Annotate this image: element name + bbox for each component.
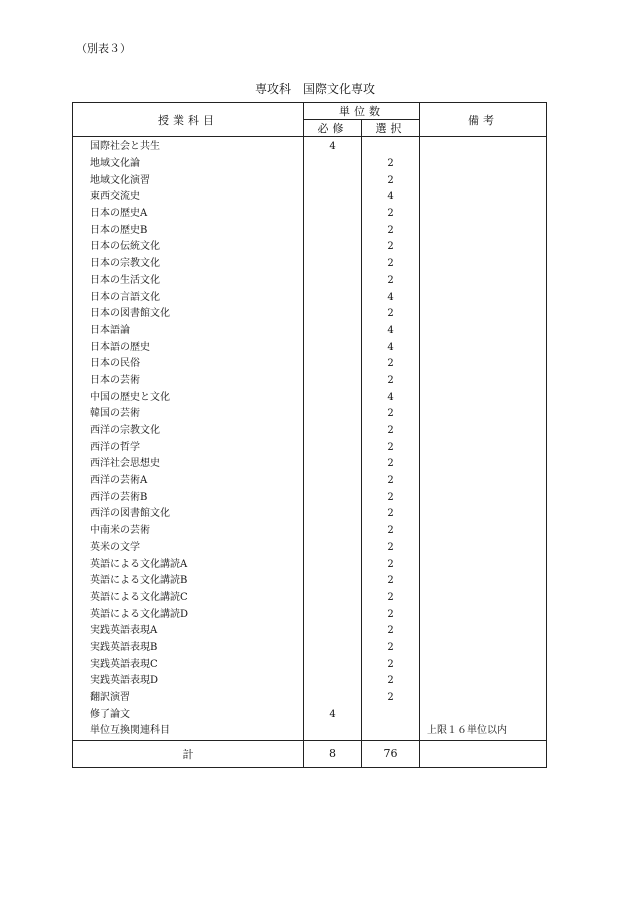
required-credits <box>304 356 362 373</box>
remarks-cell <box>420 456 547 473</box>
required-credits <box>304 423 362 440</box>
elective-credits: 2 <box>362 690 420 707</box>
table-row <box>73 540 547 557</box>
elective-credits: 2 <box>362 473 420 490</box>
course-name: 日本の歴史A <box>73 206 304 223</box>
course-name: 修了論文 <box>73 706 304 723</box>
elective-credits: 2 <box>362 406 420 423</box>
remarks-cell <box>420 339 547 356</box>
course-name: 翻訳演習 <box>73 690 304 707</box>
course-name: 英語による文化講読A <box>73 556 304 573</box>
elective-credits: 2 <box>362 222 420 239</box>
remarks-cell <box>420 690 547 707</box>
elective-credits: 2 <box>362 373 420 390</box>
course-name: 日本の伝統文化 <box>73 239 304 256</box>
table-row <box>73 339 547 356</box>
remarks-cell <box>420 406 547 423</box>
table-row <box>73 156 547 173</box>
header-subject: 授業科目 <box>73 103 304 137</box>
required-credits: 4 <box>304 706 362 723</box>
course-name: 西洋の哲学 <box>73 439 304 456</box>
remarks-cell <box>420 506 547 523</box>
remarks-cell <box>420 189 547 206</box>
remarks-cell <box>420 222 547 239</box>
required-credits <box>304 540 362 557</box>
remarks-cell <box>420 540 547 557</box>
total-required: 8 <box>304 740 362 767</box>
course-name: 西洋の宗教文化 <box>73 423 304 440</box>
course-name: 日本の言語文化 <box>73 289 304 306</box>
remarks-cell <box>420 656 547 673</box>
total-remarks <box>420 740 547 767</box>
required-credits <box>304 690 362 707</box>
course-name: 実践英語表現D <box>73 673 304 690</box>
course-name: 日本の芸術 <box>73 373 304 390</box>
elective-credits: 4 <box>362 339 420 356</box>
remarks-cell <box>420 206 547 223</box>
table-row <box>73 373 547 390</box>
total-elective: 76 <box>362 740 420 767</box>
course-name: 実践英語表現A <box>73 623 304 640</box>
course-name: 西洋社会思想史 <box>73 456 304 473</box>
elective-credits <box>362 137 420 156</box>
table-row <box>73 406 547 423</box>
course-name: 中国の歴史と文化 <box>73 389 304 406</box>
elective-credits: 2 <box>362 573 420 590</box>
elective-credits: 2 <box>362 239 420 256</box>
header-credits: 単位数 <box>304 103 420 120</box>
header-required: 必修 <box>304 120 362 137</box>
course-name: 西洋の芸術A <box>73 473 304 490</box>
course-name: 日本の図書館文化 <box>73 306 304 323</box>
remarks-cell <box>420 673 547 690</box>
required-credits <box>304 673 362 690</box>
remarks-cell <box>420 473 547 490</box>
required-credits <box>304 156 362 173</box>
course-name: 地域文化論 <box>73 156 304 173</box>
elective-credits: 2 <box>362 556 420 573</box>
required-credits <box>304 206 362 223</box>
required-credits <box>304 439 362 456</box>
header-remarks: 備考 <box>420 103 547 137</box>
elective-credits: 2 <box>362 673 420 690</box>
required-credits <box>304 273 362 290</box>
table-row <box>73 189 547 206</box>
table-row <box>73 556 547 573</box>
course-table <box>72 102 547 768</box>
table-row <box>73 222 547 239</box>
remarks-cell <box>420 389 547 406</box>
course-rows <box>73 137 547 741</box>
table-row <box>73 590 547 607</box>
course-name: 韓国の芸術 <box>73 406 304 423</box>
remarks-cell <box>420 489 547 506</box>
course-name: 日本の民俗 <box>73 356 304 373</box>
required-credits <box>304 239 362 256</box>
table-row <box>73 706 547 723</box>
required-credits <box>304 306 362 323</box>
remarks-cell <box>420 423 547 440</box>
table-row <box>73 273 547 290</box>
table-title: 専攻科 国際文化専攻 <box>254 82 375 96</box>
remarks-cell: 上限１６単位以内 <box>420 723 547 740</box>
elective-credits: 2 <box>362 523 420 540</box>
remarks-cell <box>420 590 547 607</box>
remarks-cell <box>420 373 547 390</box>
table-row <box>73 239 547 256</box>
required-credits <box>304 373 362 390</box>
elective-credits: 2 <box>362 439 420 456</box>
elective-credits <box>362 706 420 723</box>
required-credits <box>304 640 362 657</box>
course-name: 実践英語表現C <box>73 656 304 673</box>
table-row <box>73 723 547 740</box>
course-name: 英語による文化講読B <box>73 573 304 590</box>
elective-credits: 2 <box>362 489 420 506</box>
remarks-cell <box>420 273 547 290</box>
required-credits <box>304 606 362 623</box>
table-row <box>73 423 547 440</box>
required-credits <box>304 506 362 523</box>
remarks-cell <box>420 289 547 306</box>
elective-credits: 4 <box>362 289 420 306</box>
remarks-cell <box>420 556 547 573</box>
table-row <box>73 323 547 340</box>
course-name: 地域文化演習 <box>73 172 304 189</box>
remarks-cell <box>420 573 547 590</box>
appendix-note: （別表３） <box>76 42 131 55</box>
elective-credits: 2 <box>362 606 420 623</box>
required-credits <box>304 590 362 607</box>
elective-credits: 2 <box>362 656 420 673</box>
elective-credits <box>362 723 420 740</box>
elective-credits: 2 <box>362 540 420 557</box>
course-name: 西洋の図書館文化 <box>73 506 304 523</box>
course-name: 実践英語表現B <box>73 640 304 657</box>
course-name: 西洋の芸術B <box>73 489 304 506</box>
course-name: 国際社会と共生 <box>73 137 304 156</box>
remarks-cell <box>420 323 547 340</box>
required-credits <box>304 656 362 673</box>
course-name: 日本の歴史B <box>73 222 304 239</box>
remarks-cell <box>420 306 547 323</box>
remarks-cell <box>420 137 547 156</box>
table-row <box>73 256 547 273</box>
elective-credits: 2 <box>362 640 420 657</box>
table-row <box>73 606 547 623</box>
table-row <box>73 656 547 673</box>
course-name: 日本の宗教文化 <box>73 256 304 273</box>
required-credits <box>304 172 362 189</box>
table-row <box>73 640 547 657</box>
table-row <box>73 623 547 640</box>
course-name: 英語による文化講読C <box>73 590 304 607</box>
required-credits <box>304 406 362 423</box>
course-name: 東西交流史 <box>73 189 304 206</box>
course-name: 英語による文化講読D <box>73 606 304 623</box>
table-row <box>73 456 547 473</box>
table-row <box>73 289 547 306</box>
table-row <box>73 489 547 506</box>
elective-credits: 2 <box>362 623 420 640</box>
table-row <box>73 206 547 223</box>
table-row <box>73 523 547 540</box>
table-row <box>73 389 547 406</box>
remarks-cell <box>420 356 547 373</box>
total-row <box>73 740 547 767</box>
required-credits <box>304 323 362 340</box>
total-label: 計 <box>73 740 304 767</box>
table-row <box>73 473 547 490</box>
course-name: 単位互換関連科目 <box>73 723 304 740</box>
remarks-cell <box>420 640 547 657</box>
table-row <box>73 573 547 590</box>
course-name: 日本語の歴史 <box>73 339 304 356</box>
table-row <box>73 172 547 189</box>
remarks-cell <box>420 523 547 540</box>
required-credits <box>304 456 362 473</box>
elective-credits: 2 <box>362 590 420 607</box>
table-row <box>73 690 547 707</box>
elective-credits: 2 <box>362 156 420 173</box>
elective-credits: 2 <box>362 206 420 223</box>
course-name: 中南米の芸術 <box>73 523 304 540</box>
required-credits <box>304 489 362 506</box>
elective-credits: 2 <box>362 273 420 290</box>
required-credits <box>304 723 362 740</box>
remarks-cell <box>420 606 547 623</box>
elective-credits: 2 <box>362 423 420 440</box>
elective-credits: 2 <box>362 456 420 473</box>
required-credits <box>304 573 362 590</box>
remarks-cell <box>420 256 547 273</box>
required-credits <box>304 189 362 206</box>
required-credits <box>304 339 362 356</box>
course-name: 英米の文学 <box>73 540 304 557</box>
required-credits <box>304 256 362 273</box>
table-row <box>73 137 547 156</box>
elective-credits: 2 <box>362 306 420 323</box>
elective-credits: 4 <box>362 189 420 206</box>
table-row <box>73 673 547 690</box>
elective-credits: 2 <box>362 256 420 273</box>
required-credits <box>304 556 362 573</box>
header-elective: 選択 <box>362 120 420 137</box>
table-row <box>73 306 547 323</box>
required-credits <box>304 389 362 406</box>
table-row <box>73 506 547 523</box>
required-credits <box>304 473 362 490</box>
required-credits <box>304 523 362 540</box>
elective-credits: 2 <box>362 172 420 189</box>
required-credits <box>304 623 362 640</box>
course-name: 日本語論 <box>73 323 304 340</box>
elective-credits: 2 <box>362 506 420 523</box>
remarks-cell <box>420 706 547 723</box>
remarks-cell <box>420 156 547 173</box>
remarks-cell <box>420 439 547 456</box>
required-credits: 4 <box>304 137 362 156</box>
required-credits <box>304 222 362 239</box>
elective-credits: 4 <box>362 389 420 406</box>
elective-credits: 4 <box>362 323 420 340</box>
table-row <box>73 356 547 373</box>
required-credits <box>304 289 362 306</box>
course-name: 日本の生活文化 <box>73 273 304 290</box>
table-row <box>73 439 547 456</box>
remarks-cell <box>420 623 547 640</box>
remarks-cell <box>420 172 547 189</box>
elective-credits: 2 <box>362 356 420 373</box>
remarks-cell <box>420 239 547 256</box>
